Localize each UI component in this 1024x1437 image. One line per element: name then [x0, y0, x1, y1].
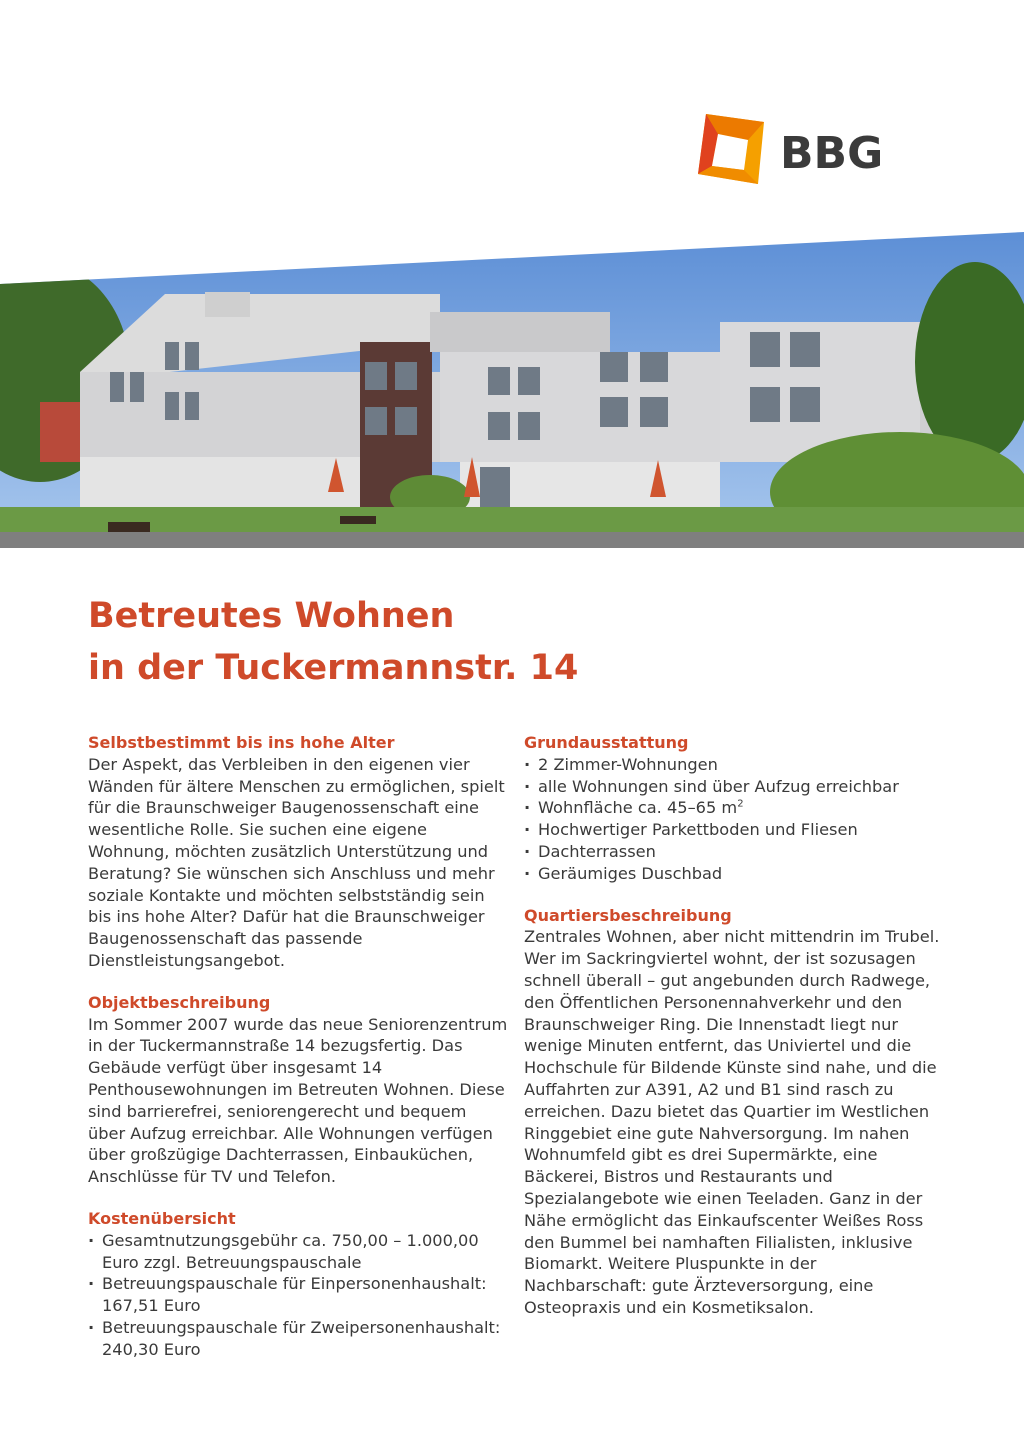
section-kostenuebersicht: [88, 1208, 508, 1361]
area-superscript: 2: [737, 799, 744, 810]
bbg-logo-mark: [688, 112, 774, 192]
section-text: Der Aspekt, das Verbleiben in den eigenen vier Wänden für ältere Menschen zu ermöglichen, spielt für die Braunschweiger Baugenossenschaft eine wesentliche Rolle. Sie suchen eine eigene Wohnung, möchten zusätzlich Unterstützung und Beratung? Sie wünschen sich Anschluss und mehr soziale Kontakte und möchten selbstständig sein bis ins hohe Alter? Dafür hat die Braunschweiger Baugenossenschaft das passende Dienstleistungsangebot.: [88, 754, 505, 970]
list-item: · Betreuungspauschale für Zweipersonenhaushalt: 240,30 Euro: [88, 1317, 508, 1361]
section-text: Im Sommer 2007 wurde das neue Seniorenzentrum in der Tuckermannstraße 14 bezugsfertig. Das Gebäude verfügt über insgesamt 14 Penthousewohnungen im Betreuten Wohnen. Diese sind barrierefrei, seniorengerecht und bequem über Aufzug erreichbar. Alle Wohnungen verfügen über großzügige Dachterrassen, Einbauküchen, Anschlüsse für TV und Telefon.: [88, 1014, 508, 1187]
list-item: · Betreuungspauschale für Einpersonenhaushalt: 167,51 Euro: [88, 1273, 508, 1317]
section-heading: Selbstbestimmt bis ins hohe Alter: [88, 733, 395, 752]
section-heading: Kostenübersicht: [88, 1208, 236, 1228]
area-text: Wohnfläche ca. 45–65 m: [538, 798, 738, 818]
section-text: Zentrales Wohnen, aber nicht mittendrin im Trubel. Wer im Sackringviertel wohnt, der ist sozusagen schnell überall – gut angebunden durch Radwege, den Öffentlichen Personennahverkehr und den Braunschweiger Ring. Die Innenstadt liegt nur wenige Minuten entfernt, das Univiertel und die Hochschule für Bildende Künste sind nahe, und die Auffahrten zur A391, A2 und B1 sind rasch zu erreichen. Dazu bietet das Quartier im Westlichen Ringgebiet eine gute Nahversorgung. Im nahen Wohnumfeld gibt es drei Supermärkte, eine Bäckerei, Bistros und Restaurants und Spezialangebote wie einen Teeladen. Ganz in der Nähe ermöglicht das Einkaufscenter Weißes Ross den Bummel bei namhaften Filialisten, inklusive Biomarkt. Weitere Pluspunkte in der Nachbarschaft: gute Ärzteversorgung, eine Osteopraxis und ein Kosmetiksalon.: [524, 927, 940, 1317]
building-photo: [0, 232, 1024, 548]
right-column: [524, 732, 944, 1339]
list-item: · Geräumiges Duschbad: [524, 863, 944, 885]
cost-list: [88, 1230, 508, 1361]
equipment-list: [524, 754, 944, 885]
section-heading: Grundausstattung: [524, 733, 689, 752]
list-item: · Gesamtnutzungsgebühr ca. 750,00 – 1.000,00 Euro zzgl. Betreuungspauschale: [88, 1230, 508, 1274]
section-quartiersbeschreibung: [524, 905, 944, 1319]
bbg-logo-text: BBG: [780, 128, 884, 179]
list-item: · alle Wohnungen sind über Aufzug erreichbar: [524, 776, 944, 798]
section-grundausstattung: [524, 732, 944, 885]
list-item: · Dachterrassen: [524, 841, 944, 863]
left-column: [88, 732, 508, 1381]
page-title: [88, 590, 578, 694]
list-item: [524, 797, 944, 819]
list-item: · Hochwertiger Parkettboden und Fliesen: [524, 819, 944, 841]
title-line-2: in der Tuckermannstr. 14: [88, 648, 579, 688]
title-line-1: Betreutes Wohnen: [88, 596, 455, 636]
bbg-logo: [688, 112, 888, 192]
section-heading: Quartiersbeschreibung: [524, 905, 732, 925]
list-item: · 2 Zimmer-Wohnungen: [524, 754, 944, 776]
section-selbstbestimmt: [88, 732, 508, 972]
section-objektbeschreibung: [88, 992, 508, 1188]
section-heading: Objektbeschreibung: [88, 992, 271, 1012]
